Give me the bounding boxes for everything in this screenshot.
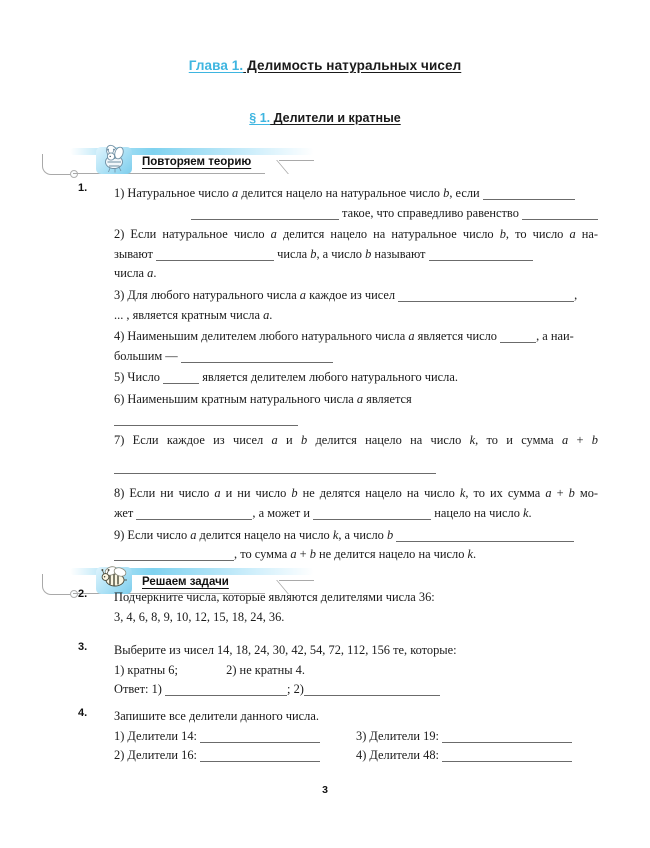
banner-dot bbox=[70, 590, 78, 598]
t12h: называют bbox=[371, 246, 429, 261]
var-k: k bbox=[523, 505, 529, 520]
answer-separator: ; 2) bbox=[287, 682, 304, 697]
var-b: b bbox=[443, 186, 450, 200]
fill-blank[interactable] bbox=[304, 684, 440, 696]
section-title bbox=[0, 111, 650, 125]
task-1-2 bbox=[114, 225, 598, 284]
var-a: a bbox=[356, 391, 364, 406]
exercise-3-sub2: 2) не кратны 4. bbox=[226, 662, 305, 677]
task-1-9-line-2 bbox=[114, 545, 598, 565]
rubric-label: Повторяем теорию bbox=[142, 156, 252, 168]
t11c: , если bbox=[449, 186, 483, 200]
chapter-prefix: Глава 1. bbox=[188, 58, 244, 73]
t18d: , то их сумма bbox=[465, 486, 546, 501]
t14b: является число bbox=[414, 329, 501, 344]
banner-dot bbox=[70, 170, 78, 178]
task-1-2-line-2 bbox=[114, 245, 598, 265]
t12g: , а число bbox=[316, 246, 366, 261]
t13b: каждое из чисел bbox=[306, 287, 399, 302]
task-1-9-line-1 bbox=[114, 526, 598, 546]
t17c: делится нацело на число bbox=[307, 433, 470, 448]
task-1-5 bbox=[114, 368, 598, 388]
t12i: числа bbox=[114, 266, 148, 281]
exercise-3-prompt: Выберите из чисел 14, 18, 24, 30, 42, 54, 72, 112, 156 те, которые: bbox=[114, 643, 457, 657]
task-1-8 bbox=[114, 484, 598, 523]
var-b: b bbox=[365, 246, 372, 261]
t18b: и ни число bbox=[220, 486, 292, 501]
exercise-number: 4. bbox=[78, 707, 88, 719]
fill-blank[interactable] bbox=[156, 249, 274, 261]
t18g: жет bbox=[114, 505, 137, 520]
exercise-number: 2. bbox=[78, 588, 88, 600]
task-1-9 bbox=[114, 526, 598, 565]
t19a: 9) Если число bbox=[114, 527, 191, 542]
t12d: на- bbox=[575, 227, 599, 242]
fill-blank[interactable] bbox=[163, 372, 199, 384]
var-a: a bbox=[214, 486, 221, 501]
exercise-body bbox=[114, 707, 598, 766]
t18a: 8) Если ни число bbox=[114, 486, 215, 501]
var-a: a bbox=[299, 287, 306, 302]
fill-blank[interactable] bbox=[398, 290, 574, 302]
var-a: a bbox=[232, 186, 239, 200]
var-b: b bbox=[291, 486, 298, 501]
chapter-name: Делимость натуральных чисел bbox=[243, 58, 462, 73]
task-1-3-line-1 bbox=[114, 286, 598, 306]
t12c: , то число bbox=[505, 227, 570, 242]
exercise-3-sub1: 1) кратны 6; bbox=[114, 662, 178, 677]
t18i: нацело на число bbox=[431, 505, 523, 520]
t19c: , а число bbox=[338, 527, 387, 542]
var-a: a bbox=[190, 527, 197, 542]
t11d: такое, что справедливо равенство bbox=[338, 205, 522, 220]
task-1-8-line-1 bbox=[114, 484, 598, 504]
t13c: , bbox=[574, 287, 578, 302]
var-a: a bbox=[408, 329, 415, 344]
divisor-row bbox=[114, 727, 598, 747]
divisor-cell bbox=[114, 727, 356, 747]
rubric-banner-theory bbox=[42, 146, 314, 182]
t19b: делится нацело на число bbox=[196, 527, 333, 542]
var-a: a bbox=[147, 266, 154, 281]
t19f: не делится нацело на число bbox=[315, 547, 468, 562]
t14d: большим — bbox=[114, 348, 181, 363]
section-name: Делители и кратные bbox=[270, 111, 401, 125]
t17e: + bbox=[568, 433, 592, 448]
exercise-body bbox=[114, 641, 598, 700]
var-k: k bbox=[332, 527, 339, 542]
t15a: 5) Число bbox=[114, 370, 164, 385]
t13d: ... , является кратным числа bbox=[114, 307, 264, 322]
task-1-5-line-1 bbox=[114, 368, 598, 388]
bee-icon bbox=[94, 143, 136, 177]
fill-blank[interactable] bbox=[429, 249, 533, 261]
task-1-4-line-2 bbox=[114, 347, 598, 367]
t19e: + bbox=[296, 547, 310, 562]
var-a: a bbox=[270, 227, 277, 242]
task-1-8-line-2 bbox=[114, 504, 598, 524]
var-b: b bbox=[499, 227, 506, 242]
t15b: является делителем любого натурального числа. bbox=[199, 370, 458, 385]
fill-blank[interactable] bbox=[500, 331, 536, 343]
fill-blank[interactable] bbox=[396, 530, 574, 542]
task-1-3-line-2 bbox=[114, 306, 598, 326]
t18e: + bbox=[551, 486, 569, 501]
banner-rule-tail bbox=[279, 160, 314, 161]
fill-blank[interactable] bbox=[200, 750, 320, 762]
t19d: , то сумма bbox=[234, 547, 291, 562]
task-1-7-line-1 bbox=[114, 431, 598, 451]
fill-blank[interactable] bbox=[114, 549, 234, 561]
exercise-number: 1. bbox=[78, 182, 88, 194]
t14a: 4) Наименьшим делителем любого натурального числа bbox=[114, 329, 409, 344]
task-1-7-line-2 bbox=[114, 458, 598, 478]
var-b: b bbox=[591, 433, 598, 448]
divisor-row bbox=[114, 746, 598, 766]
exercise-3-answer-row bbox=[114, 680, 598, 700]
page-title bbox=[0, 58, 650, 73]
fill-blank[interactable] bbox=[191, 208, 339, 220]
exercise-3 bbox=[78, 641, 598, 700]
t12e: зывают bbox=[114, 246, 157, 261]
task-1-3 bbox=[114, 286, 598, 325]
var-b: b bbox=[300, 433, 308, 448]
fill-blank[interactable] bbox=[522, 208, 598, 220]
fill-blank[interactable] bbox=[136, 508, 252, 520]
fill-blank[interactable] bbox=[483, 188, 575, 200]
divisor-cell bbox=[114, 746, 356, 766]
task-1-1-line-1 bbox=[114, 184, 598, 204]
banner-rule-tail bbox=[279, 580, 314, 581]
t11b: делится нацело на натуральное число bbox=[238, 186, 444, 200]
task-1-1-line-2 bbox=[114, 204, 598, 224]
t12j: . bbox=[153, 266, 157, 281]
var-a: a bbox=[545, 486, 552, 501]
t18h: , а может и bbox=[252, 505, 314, 520]
t17d: , то и сумма bbox=[475, 433, 562, 448]
exercise-4 bbox=[78, 707, 598, 766]
task-1-2-line-1 bbox=[114, 225, 598, 245]
task-1-7 bbox=[114, 431, 598, 477]
var-a: a bbox=[569, 227, 576, 242]
t14c: , а наи- bbox=[536, 329, 574, 344]
t19g: . bbox=[473, 547, 477, 562]
fill-blank[interactable] bbox=[181, 351, 333, 363]
fill-blank[interactable] bbox=[165, 684, 287, 696]
divisor-label: 4) Делители 48: bbox=[356, 748, 439, 763]
divisor-cell bbox=[356, 746, 598, 766]
exercise-body bbox=[114, 588, 598, 627]
t17b: и bbox=[277, 433, 301, 448]
divisor-cell bbox=[356, 727, 598, 747]
exercise-3-subitems bbox=[114, 661, 598, 681]
task-1-1 bbox=[114, 184, 598, 223]
t16b: является bbox=[363, 391, 412, 406]
task-1-6-line-1 bbox=[114, 390, 598, 429]
var-k: k bbox=[459, 486, 466, 501]
divisor-label: 1) Делители 14: bbox=[114, 728, 197, 743]
t18f: мо- bbox=[574, 486, 599, 501]
banner-rule-diagonal bbox=[258, 160, 289, 174]
exercise-2-prompt: Подчеркните числа, которые являются делителями числа 36: bbox=[114, 590, 435, 604]
task-1-4-line-1 bbox=[114, 327, 598, 347]
section-prefix: § 1. bbox=[249, 111, 271, 125]
fill-blank[interactable] bbox=[114, 414, 298, 426]
t12a: 2) Если натуральное число bbox=[114, 227, 271, 242]
t12b: делится нацело на натуральное число bbox=[276, 227, 500, 242]
exercise-1 bbox=[78, 182, 598, 565]
fill-blank[interactable] bbox=[442, 731, 572, 743]
var-b: b bbox=[310, 246, 317, 261]
var-k: k bbox=[467, 547, 474, 562]
exercise-2 bbox=[78, 588, 598, 627]
task-1-6 bbox=[114, 390, 598, 429]
exercise-2-numbers[interactable]: 3, 4, 6, 8, 9, 10, 12, 15, 18, 24, 36. bbox=[114, 609, 285, 624]
fill-blank[interactable] bbox=[313, 508, 431, 520]
fill-blank[interactable] bbox=[200, 731, 320, 743]
var-b: b bbox=[568, 486, 575, 501]
t16a: 6) Наименьшим кратным натурального числа bbox=[114, 391, 357, 406]
t11a: 1) Натуральное число bbox=[114, 186, 233, 200]
task-1-2-line-3 bbox=[114, 264, 598, 284]
fill-blank[interactable] bbox=[442, 750, 572, 762]
var-b: b bbox=[309, 547, 316, 562]
var-a: a bbox=[263, 307, 270, 322]
var-a: a bbox=[561, 433, 569, 448]
divisor-label: 3) Делители 19: bbox=[356, 728, 439, 743]
t12f: числа bbox=[274, 246, 311, 261]
exercise-body bbox=[114, 184, 598, 565]
var-b: b bbox=[386, 527, 394, 542]
t13e: . bbox=[269, 307, 273, 322]
t18j: . bbox=[528, 505, 532, 520]
answer-label: Ответ: 1) bbox=[114, 682, 162, 697]
fill-blank[interactable] bbox=[114, 462, 436, 474]
rubric-label: Решаем задачи bbox=[142, 576, 229, 588]
var-a: a bbox=[290, 547, 297, 562]
var-k: k bbox=[469, 433, 476, 448]
var-a: a bbox=[271, 433, 278, 448]
t18c: не делятся нацело на число bbox=[297, 486, 460, 501]
exercise-number: 3. bbox=[78, 641, 88, 653]
task-1-4 bbox=[114, 327, 598, 366]
exercise-4-prompt: Запишите все делители данного числа. bbox=[114, 709, 319, 723]
t17a: 7) Если каждое из чисел bbox=[114, 433, 272, 448]
t13a: 3) Для любого натурального числа bbox=[114, 287, 300, 302]
divisor-label: 2) Делители 16: bbox=[114, 748, 197, 763]
page-number: 3 bbox=[322, 784, 328, 796]
